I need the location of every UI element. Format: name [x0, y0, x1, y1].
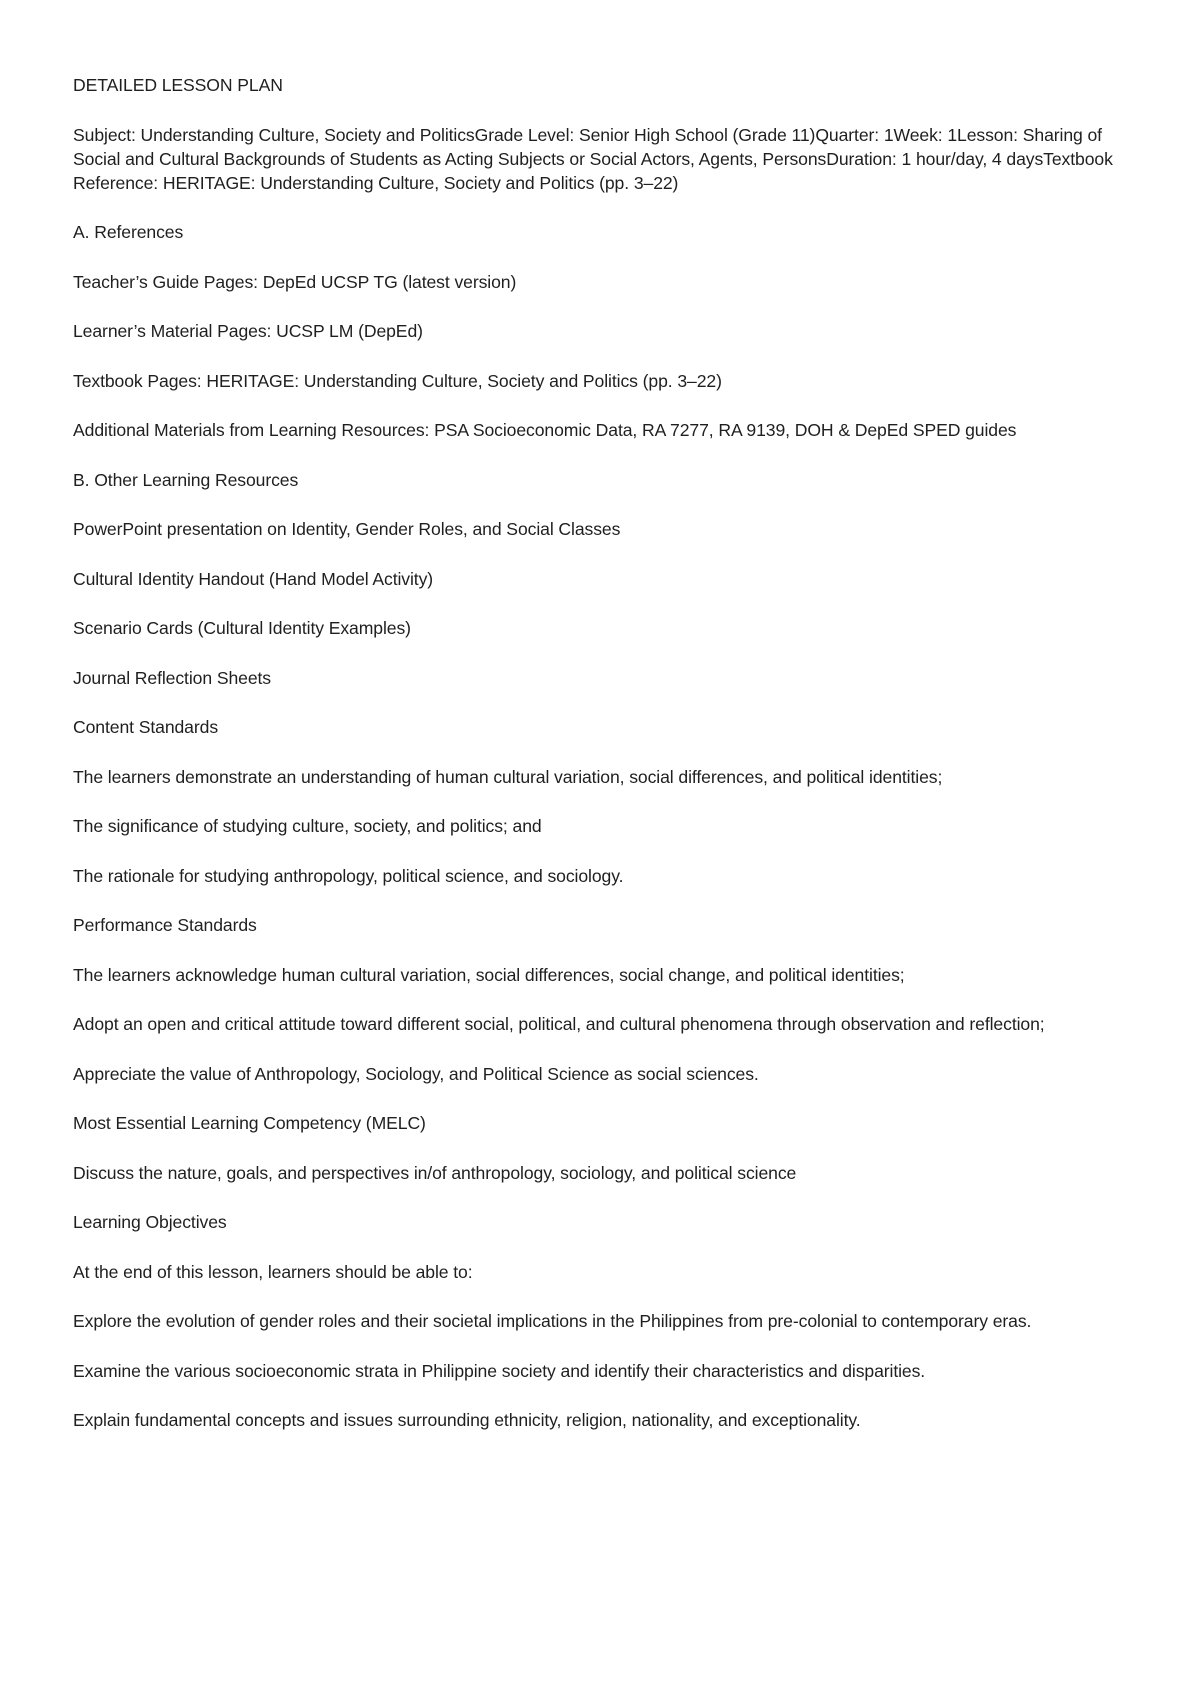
lesson-header-info: Subject: Understanding Culture, Society and PoliticsGrade Level: Senior High School (Grade 11)Quarter: 1Week: 1Lesson: Sharing of Social and Cultural Backgrounds of Students as Acting Subjects or Social Actors, Agents, PersonsDuration: 1 hour/day, 4 daysTextbook Reference: HERITAGE: Understanding Culture, Society and Politics (pp. 3–22) — [73, 124, 1113, 193]
reference-learners-material: Learner’s Material Pages: UCSP LM (DepEd) — [73, 321, 423, 341]
objectives-intro: At the end of this lesson, learners should be able to: — [73, 1261, 473, 1282]
performance-standard-item: Appreciate the value of Anthropology, Sociology, and Political Science as social sciences. — [73, 1063, 759, 1084]
heading-other-learning-resources: B. Other Learning Resources — [73, 469, 299, 490]
content-standard-item: The learners demonstrate an understanding of human cultural variation, social differences, and political identities; — [73, 766, 943, 787]
learning-objective-item: Explore the evolution of gender roles and their societal implications in the Philippines from pre-colonial to contemporary eras. — [73, 1311, 1032, 1331]
reference-textbook-pages: Textbook Pages: HERITAGE: Understanding Culture, Society and Politics (pp. 3–22) — [73, 370, 722, 391]
content-standard-item: The rationale for studying anthropology, political science, and sociology. — [73, 865, 624, 886]
heading-performance-standards: Performance Standards — [73, 915, 257, 935]
performance-standard-item: The learners acknowledge human cultural variation, social differences, social change, and political identities; — [73, 964, 905, 985]
resource-powerpoint: PowerPoint presentation on Identity, Gender Roles, and Social Classes — [73, 519, 621, 539]
document-body — [73, 73, 1133, 1458]
heading-learning-objectives: Learning Objectives — [73, 1212, 227, 1232]
reference-teachers-guide: Teacher’s Guide Pages: DepEd UCSP TG (latest version) — [73, 271, 517, 292]
heading-melc: Most Essential Learning Competency (MELC) — [73, 1113, 426, 1133]
resource-scenario-cards: Scenario Cards (Cultural Identity Examples) — [73, 618, 411, 638]
heading-content-standards: Content Standards — [73, 717, 219, 737]
performance-standard-item: Adopt an open and critical attitude toward different social, political, and cultural phenomena through observation and reflection; — [73, 1014, 1045, 1034]
learning-objective-item: Examine the various socioeconomic strata in Philippine society and identify their characteristics and disparities. — [73, 1360, 926, 1381]
reference-additional-materials: Additional Materials from Learning Resources: PSA Socioeconomic Data, RA 7277, RA 9139, DOH & DepEd SPED guides — [73, 420, 1017, 440]
document-title: DETAILED LESSON PLAN — [73, 75, 283, 95]
learning-objective-item: Explain fundamental concepts and issues surrounding ethnicity, religion, nationality, and exceptionality. — [73, 1410, 861, 1430]
resource-handout: Cultural Identity Handout (Hand Model Activity) — [73, 568, 434, 589]
resource-journal-sheets: Journal Reflection Sheets — [73, 667, 271, 688]
melc-item: Discuss the nature, goals, and perspectives in/of anthropology, sociology, and political science — [73, 1162, 797, 1183]
content-standard-item: The significance of studying culture, society, and politics; and — [73, 816, 542, 836]
heading-references: A. References — [73, 222, 184, 242]
